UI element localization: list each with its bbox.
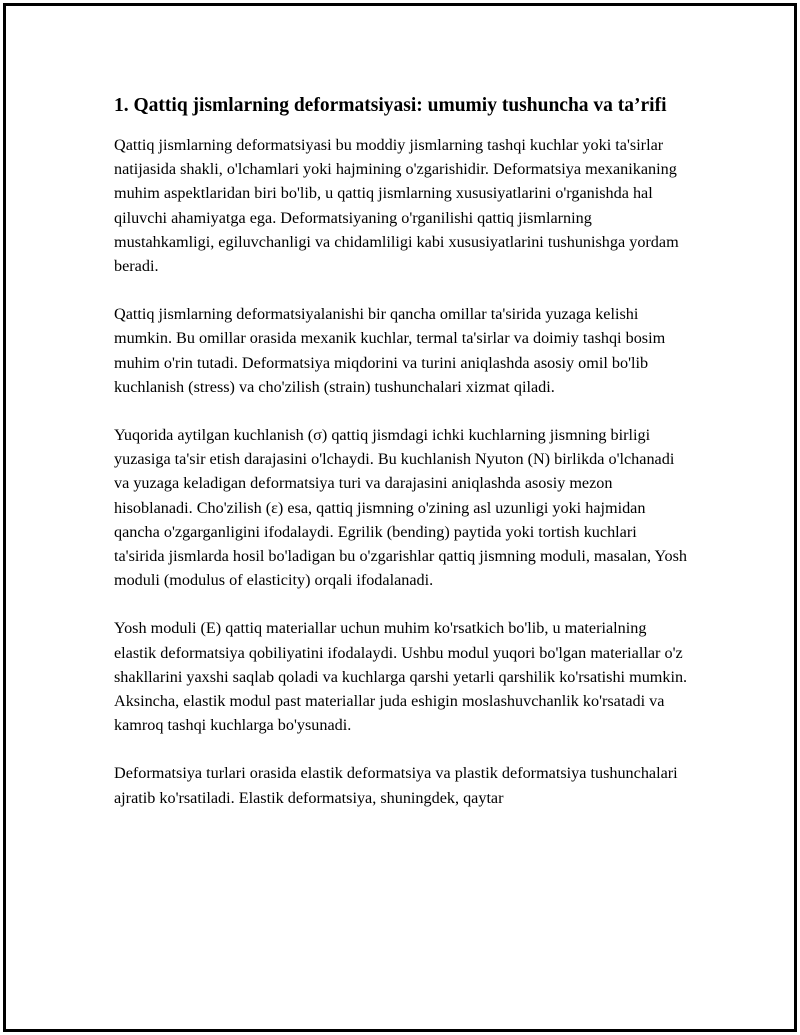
paragraph-3: Yuqorida aytilgan kuchlanish (σ) qattiq jismdagi ichki kuchlarning jismning birligi yuzasiga ta'sir etish darajasini o'lchaydi. Bu kuchlanish Nyuton (N) birlikda o'lchanadi va yuzaga keladigan deformatsiya turi va darajasini aniqlashda asosiy mezon hisoblanadi. Cho'zilish (ε) esa, qattiq jismning o'zining asl uzunligi yoki hajmidan qancha o'zgarganligini ifodalaydi. Egrilik (bending) paytida yoki tortish kuchlari ta'sirida jismlarda hosil bo'ladigan bu o'zgarishlar qattiq jismning moduli, masalan, Yosh moduli (modulus of elasticity) orqali ifodalanadi. <box>114 426 687 590</box>
paragraph-2: Qattiq jismlarning deformatsiyalanishi bir qancha omillar ta'sirida yuzaga kelishi mumkin. Bu omillar orasida mexanik kuchlar, termal ta'sirlar va doimiy tashqi bosim muhim o'rin tutadi. Deformatsiya miqdorini va turini aniqlashda asosiy omil bo'lib kuchlanish (stress) va cho'zilish (strain) tushunchalari xizmat qiladi. <box>114 305 666 396</box>
paragraph-5: Deformatsiya turlari orasida elastik deformatsiya va plastik deformatsiya tushunchalari ajratib ko'rsatiladi. Elastik deformatsiya, shuningdek, qaytar <box>114 764 678 807</box>
document-body <box>114 92 689 834</box>
paragraph-4: Yosh moduli (E) qattiq materiallar uchun muhim ko'rsatkich bo'lib, u materialning elastik deformatsiya qobiliyatini ifodalaydi. Ushbu modul yuqori bo'lgan materiallar o'z shakllarini yaxshi saqlab qoladi va kuchlarga qarshi yetarli qarshilik ko'rsatishi mumkin. Aksincha, elastik modul past materiallar juda eshigin moslashuvchanlik ko'rsatadi va kamroq tashqi kuchlarga bo'ysunadi. <box>114 619 688 735</box>
section-heading: 1. Qattiq jismlarning deformatsiyasi: umumiy tushuncha va ta’rifi <box>114 95 667 116</box>
paragraph-1: Qattiq jismlarning deformatsiyasi bu moddiy jismlarning tashqi kuchlar yoki ta'sirlar natijasida shakli, o'lchamlari yoki hajmining o'zgarishidir. Deformatsiya mexanikaning muhim aspektlaridan biri bo'lib, u qattiq jismlarning xususiyatlarini o'rganishda hal qiluvchi ahamiyatga ega. Deformatsiyaning o'rganilishi qattiq jismlarning mustahkamligi, egiluvchanligi va chidamliligi kabi xususiyatlarini tushunishga yordam beradi. <box>114 136 679 276</box>
